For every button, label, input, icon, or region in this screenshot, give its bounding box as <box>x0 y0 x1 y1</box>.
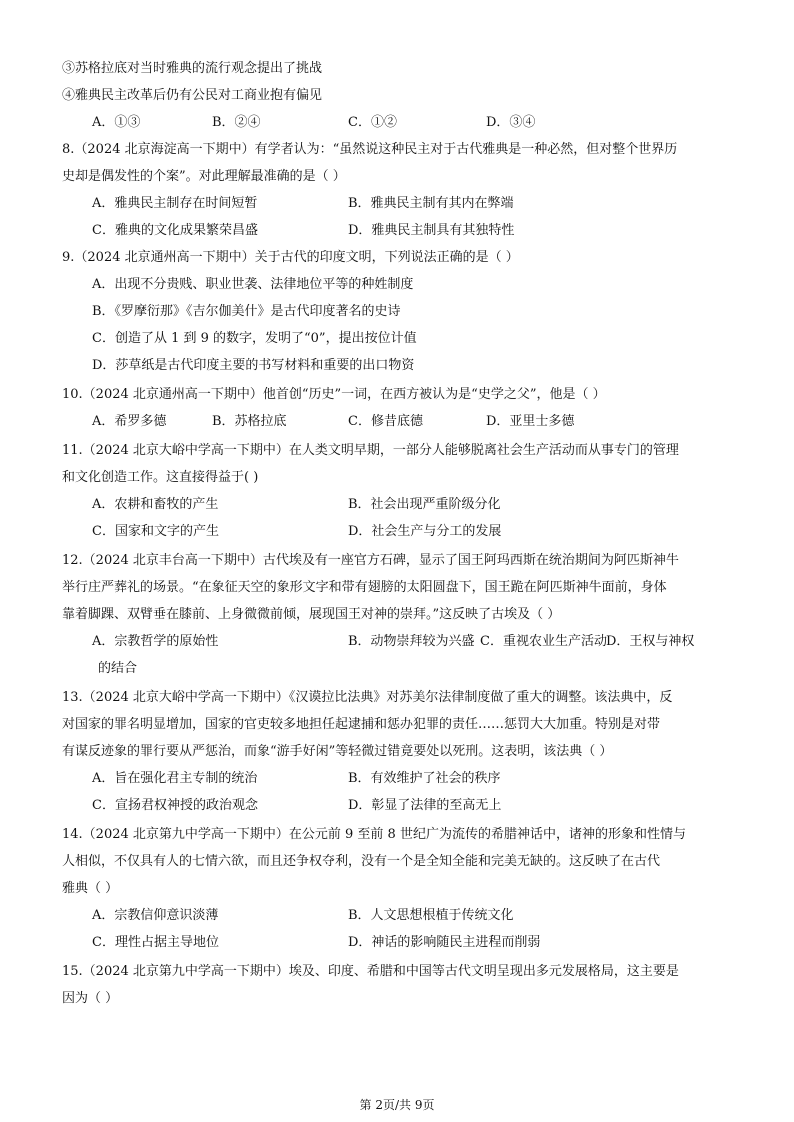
q11-stem-line2: 和文化创造工作。这直接得益于( ) <box>62 470 259 485</box>
q13-stem-line3: 有谋反迹象的罪行要从严惩治，而象“游手好闲”等轻微过错竟要处以死刑。这表明，该法典（ ） <box>62 744 613 759</box>
q12-option-b[interactable]: B．动物崇拜较为兴盛 <box>348 634 475 649</box>
q14-stem-line3: 雅典（ ） <box>62 881 119 896</box>
q7-options <box>0 114 794 132</box>
q14-stem-line2: 人相似，不仅具有人的七情六欲，而且还争权夺利，没有一个是全知全能和完美无缺的。这反映了在古代 <box>62 854 661 869</box>
q7-option-a[interactable]: A．①③ <box>92 115 141 130</box>
q15-stem-line2: 因为（ ） <box>62 991 119 1006</box>
q11-option-c[interactable]: C．国家和文字的产生 <box>92 524 219 539</box>
q8-stem-line2: 史却是偶发性的个案”。对此理解最准确的是（ ） <box>62 169 346 184</box>
q7-statement-3: ③苏格拉底对当时雅典的流行观念提出了挑战 <box>62 61 323 76</box>
q11-option-d[interactable]: D．社会生产与分工的发展 <box>348 524 502 539</box>
q7-option-d[interactable]: D．③④ <box>486 115 536 130</box>
q9-option-d[interactable]: D．莎草纸是古代印度主要的书写材料和重要的出口物资 <box>92 358 415 373</box>
q9-stem: 9.（2024 北京通州高一下期中）关于古代的印度文明，下列说法正确的是（ ） <box>62 250 519 265</box>
q13-options-row2 <box>0 797 794 815</box>
page-number-footer: 第 2页/共 9页 <box>359 1098 435 1112</box>
q8-option-c[interactable]: C．雅典的文化成果繁荣昌盛 <box>92 223 258 238</box>
q10-option-c[interactable]: C．修昔底德 <box>348 414 423 429</box>
q12-option-a[interactable]: A．宗教哲学的原始性 <box>92 634 219 649</box>
q8-option-d[interactable]: D．雅典民主制具有其独特性 <box>348 223 515 238</box>
q14-options-row1 <box>0 907 794 925</box>
q13-option-c[interactable]: C．宣扬君权神授的政治观念 <box>92 798 258 813</box>
q15-stem-line1: 15.（2024 北京第九中学高一下期中）埃及、印度、希腊和中国等古代文明呈现出多元发展格局，这主要是 <box>62 964 679 979</box>
q8-stem-line1: 8.（2024 北京海淀高一下期中）有学者认为：“虽然说这种民主对于古代雅典是一种必然，但对整个世界历 <box>62 142 678 157</box>
q13-option-b[interactable]: B．有效维护了社会的秩序 <box>348 771 501 786</box>
q13-stem-line1: 13.（2024 北京大峪中学高一下期中）《汉谟拉比法典》对苏美尔法律制度做了重大的调整。该法典中，反 <box>62 690 673 705</box>
q10-option-b[interactable]: B．苏格拉底 <box>212 414 287 429</box>
q14-options-row2 <box>0 934 794 952</box>
q10-option-d[interactable]: D．亚里士多德 <box>486 414 575 429</box>
q12-option-c[interactable]: C．重视农业生产活动 <box>480 634 607 649</box>
q14-option-b[interactable]: B．人文思想根植于传统文化 <box>348 908 514 923</box>
q12-option-d-continued: 的结合 <box>98 661 138 676</box>
q7-statement-4: ④雅典民主改革后仍有公民对工商业抱有偏见 <box>62 88 323 103</box>
q7-option-c[interactable]: C．①② <box>348 115 397 130</box>
q7-option-b[interactable]: B．②④ <box>212 115 261 130</box>
q9-option-c[interactable]: C．创造了从 1 到 9 的数字，发明了“0”，提出按位计值 <box>92 331 417 346</box>
q9-option-b[interactable]: B．《罗摩衍那》《吉尔伽美什》是古代印度著名的史诗 <box>92 304 401 319</box>
q14-stem-line1: 14.（2024 北京第九中学高一下期中）在公元前 9 至前 8 世纪广为流传的希腊神话中，诸神的形象和性情与 <box>62 827 686 842</box>
q14-option-d[interactable]: D．神话的影响随民主进程而削弱 <box>348 935 541 950</box>
q13-stem-line2: 对国家的罪名明显增加，国家的官吏较多地担任起逮捕和惩办犯罪的责任……惩罚大大加重。特别是对带 <box>62 717 661 732</box>
q12-stem-line3: 靠着脚踝、双臂垂在膝前、上身微微前倾，展现国王对神的崇拜。”这反映了古埃及（ ） <box>62 607 561 622</box>
q13-option-d[interactable]: D．彰显了法律的至高无上 <box>348 798 502 813</box>
q10-option-a[interactable]: A．希罗多德 <box>92 414 167 429</box>
q11-options-row2 <box>0 523 794 541</box>
q11-option-a[interactable]: A．农耕和畜牧的产生 <box>92 497 219 512</box>
q12-stem-line2: 举行庄严葬礼的场景。“在象征天空的象形文字和带有翅膀的太阳圆盘下，国王跪在阿匹斯神牛面前，身体 <box>62 580 667 595</box>
q8-options-row2 <box>0 222 794 240</box>
q13-options-row1 <box>0 770 794 788</box>
q12-option-d[interactable]: D．王权与神权 <box>606 634 695 649</box>
q8-option-a[interactable]: A．雅典民主制存在时间短暂 <box>92 196 258 211</box>
q10-stem: 10.（2024 北京通州高一下期中）他首创“历史”一词，在西方被认为是“史学之父”，他是（ ） <box>62 387 606 402</box>
q14-option-c[interactable]: C．理性占据主导地位 <box>92 935 219 950</box>
q8-option-b[interactable]: B．雅典民主制有其内在弊端 <box>348 196 514 211</box>
q9-option-a[interactable]: A．出现不分贵贱、职业世袭、法律地位平等的种姓制度 <box>92 277 414 292</box>
q11-option-b[interactable]: B．社会出现严重阶级分化 <box>348 497 501 512</box>
q10-options <box>0 413 794 431</box>
q12-options <box>0 633 794 651</box>
q11-options-row1 <box>0 496 794 514</box>
q14-option-a[interactable]: A．宗教信仰意识淡薄 <box>92 908 219 923</box>
q8-options-row1 <box>0 195 794 213</box>
q13-option-a[interactable]: A．旨在强化君主专制的统治 <box>92 771 258 786</box>
q12-stem-line1: 12.（2024 北京丰台高一下期中）古代埃及有一座官方石碑，显示了国王阿玛西斯在统治期间为阿匹斯神牛 <box>62 553 679 568</box>
q11-stem-line1: 11.（2024 北京大峪中学高一下期中）在人类文明早期，一部分人能够脱离社会生产活动而从事专门的管理 <box>62 443 679 458</box>
